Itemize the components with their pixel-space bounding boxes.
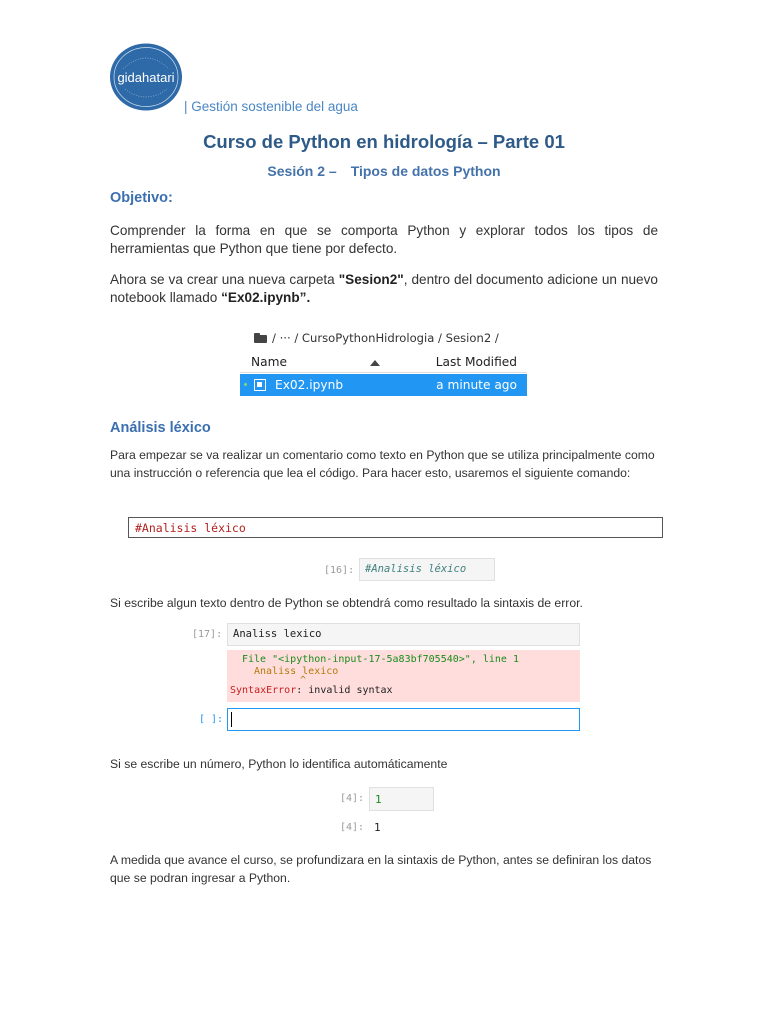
number-intro: Si se escribe un número, Python lo identifica automáticamente: [110, 757, 448, 771]
error-file: "<ipython-input-17-5a83bf705540>": [272, 654, 471, 665]
error-type: SyntaxError: [230, 685, 297, 696]
sort-up-icon[interactable]: [370, 360, 380, 366]
cell-17-input[interactable]: Analiss lexico: [227, 623, 580, 646]
notebook-icon: [254, 379, 266, 391]
cell-4-in-prompt: [4]:: [340, 793, 365, 804]
objective-heading: Objetivo:: [110, 190, 173, 206]
closing-text: A medida que avance el curso, se profundizara en la sintaxis de Python, antes se definiran los datos que se podran ingresar a Python.: [110, 853, 652, 885]
cell-16-input[interactable]: #Analisis léxico: [359, 558, 495, 581]
error-code-line: Analiss lexico: [254, 665, 339, 677]
folder-name: "Sesion2": [338, 272, 404, 287]
cell-16-prompt: [16]:: [324, 565, 355, 576]
tagline: | Gestión sostenible del agua: [184, 99, 358, 114]
file-modified-time: a minute ago: [436, 378, 517, 392]
folder-icon[interactable]: [254, 333, 267, 343]
file-list-header: [240, 351, 527, 373]
lexical-heading: Análisis léxico: [110, 420, 211, 436]
empty-cell-input[interactable]: [227, 708, 580, 731]
objective-text: Comprender la forma en que se comporta Python y explorar todos los tipos de herramientas que Python que tiene por defecto.: [110, 223, 658, 256]
error-caret: ^: [300, 675, 307, 686]
notebook-name: “Ex02.ipynb”.: [221, 290, 311, 305]
cell-17-prompt: [17]:: [192, 629, 223, 640]
error-output: File "<ipython-input-17-5a83bf705540>", line 1 Analiss lexico ^ SyntaxError: invalid syntax: [227, 650, 580, 702]
breadcrumb[interactable]: [254, 331, 499, 345]
file-name: Ex02.ipynb: [275, 378, 344, 392]
session-label: Sesión 2 –: [267, 163, 337, 179]
page-subtitle: [0, 163, 768, 179]
logo-text: gidahatari: [117, 70, 175, 85]
code-example: #Analisis léxico: [128, 517, 663, 538]
gidahatari-logo: [109, 43, 183, 111]
empty-cell-prompt: [ ]:: [199, 714, 224, 725]
folder-instruction: Ahora se va crear una nueva carpeta "Sesion2", dentro del documento adicione un nuevo notebook llamado “Ex02.ipynb”.: [110, 272, 658, 305]
page-title: Curso de Python en hidrología – Parte 01: [203, 131, 565, 152]
column-last-modified[interactable]: Last Modified: [435, 355, 517, 369]
lexical-intro: Para empezar se va realizar un comentario como texto en Python que se utiliza principalmente como una instrucción o referencia que lea el código. Para hacer esto, usaremos el siguiente comando:: [110, 448, 655, 480]
error-line: , line 1: [470, 654, 519, 665]
cell-4-input[interactable]: 1: [369, 787, 434, 811]
file-row-selected[interactable]: [240, 374, 527, 396]
breadcrumb-path: / ··· / CursoPythonHidrologia / Sesion2 /: [272, 331, 499, 345]
column-name[interactable]: Name: [251, 355, 287, 369]
cell-4-out-prompt: [4]:: [340, 822, 365, 833]
text-cursor: [231, 712, 232, 727]
error-message: : invalid syntax: [296, 685, 393, 696]
cell-4-output: 1: [374, 821, 381, 834]
running-indicator-icon: [244, 383, 247, 386]
error-intro: Si escribe algun texto dentro de Python se obtendrá como resultado la sintaxis de error.: [110, 596, 583, 610]
file-browser: [240, 329, 527, 397]
session-topic: Tipos de datos Python: [350, 163, 501, 179]
